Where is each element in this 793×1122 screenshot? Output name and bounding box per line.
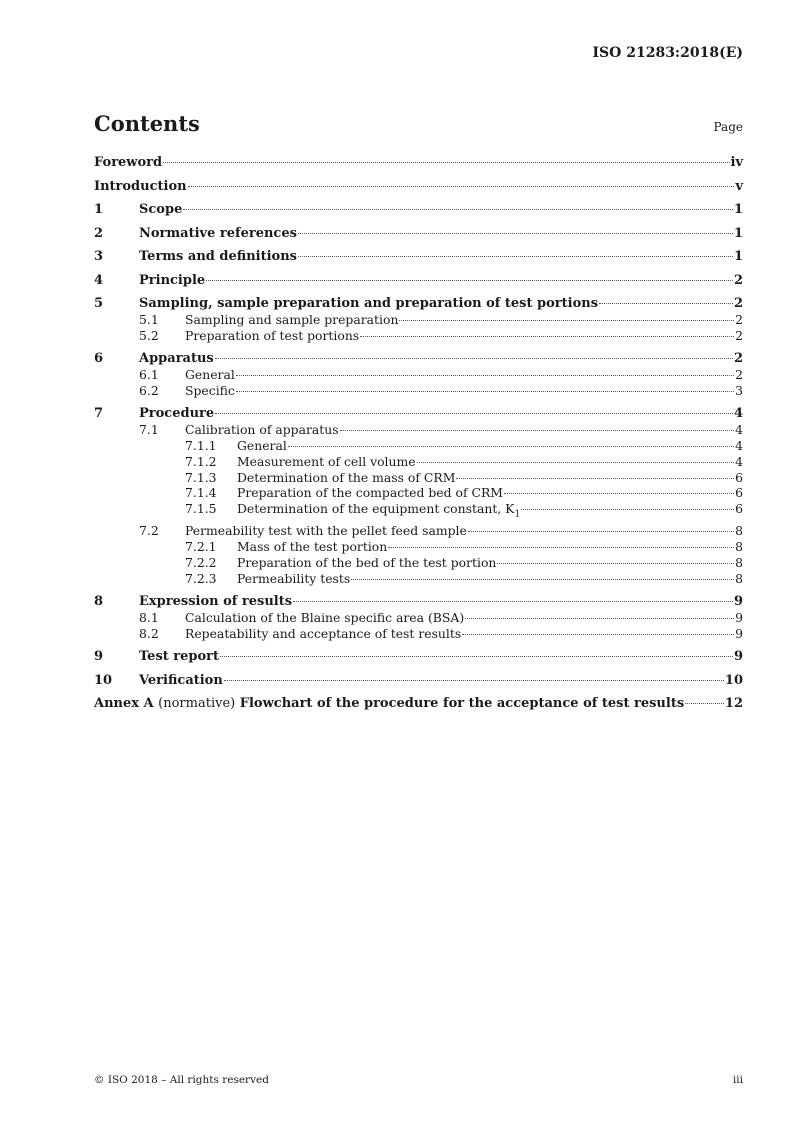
toc-entry-text: Specific: [185, 382, 235, 398]
toc-entry-calibration-general[interactable]: [94, 438, 743, 454]
dot-leader: [293, 601, 733, 602]
toc-page-number: 8: [735, 523, 743, 539]
contents-title-row: [94, 111, 743, 136]
toc-entry-text: [237, 501, 520, 523]
toc-entry-equipment-constant[interactable]: [94, 501, 743, 523]
toc-page-number: 2: [735, 327, 743, 343]
dot-leader: [206, 280, 733, 281]
toc-entry-blaine-calculation[interactable]: [94, 610, 743, 626]
toc-entry-principle[interactable]: [94, 272, 743, 289]
toc-entry-text: Sampling and sample preparation: [185, 312, 399, 327]
toc-page-number: 9: [733, 649, 743, 665]
dot-leader: [188, 186, 735, 187]
toc-page-number: 2: [735, 367, 743, 383]
toc-page-number: 6: [735, 501, 743, 517]
toc-entry-permeability-tests[interactable]: [94, 571, 743, 587]
toc-entry-text: Determination of the mass of CRM: [237, 469, 456, 485]
toc-page-number: 4: [733, 406, 743, 422]
toc-entry-text: Sampling, sample preparation and preparation of test portions: [139, 296, 599, 311]
dot-leader: [298, 233, 733, 234]
toc-page-number: 2: [733, 272, 743, 288]
dot-leader: [340, 430, 735, 431]
dot-leader: [685, 703, 724, 704]
toc-entry-text: Preparation of the bed of the test portion: [237, 555, 497, 571]
dot-leader: [288, 446, 734, 447]
toc-section-number: 1: [94, 202, 104, 217]
dot-leader: [236, 375, 734, 376]
toc-page-number: 2: [733, 296, 743, 311]
toc-entry-mass-crm[interactable]: [94, 470, 743, 486]
toc-page-number: 9: [735, 625, 743, 641]
toc-entry-text: Apparatus: [139, 351, 214, 367]
toc-entry-verification[interactable]: [94, 672, 743, 689]
toc-page-number: 1: [733, 249, 743, 264]
toc-entry-sampling-preparation[interactable]: [94, 312, 743, 328]
toc-entry-text: [94, 695, 684, 712]
toc-section-number: 7.1.3: [185, 469, 217, 485]
toc-entry-apparatus-general[interactable]: [94, 367, 743, 383]
page-title: Contents: [94, 111, 200, 136]
toc-entry-bed-test-portion[interactable]: [94, 555, 743, 571]
toc-entry-procedure[interactable]: [94, 405, 743, 422]
toc-section-number: 7.1.5: [185, 501, 217, 517]
toc-entry-text: Calculation of the Blaine specific area (BSA): [185, 610, 465, 626]
toc-entry-text-main: Determination of the equipment constant, K: [237, 501, 515, 517]
toc-entry-scope[interactable]: [94, 201, 743, 218]
toc-section-number: 7.2.1: [185, 539, 217, 555]
dot-leader: [462, 634, 734, 635]
toc-section-number: 3: [94, 249, 104, 264]
dot-leader: [163, 162, 729, 163]
toc-entry-sampling[interactable]: [94, 295, 743, 312]
toc-section-number: 7.1.1: [185, 437, 217, 453]
toc-section-number: 8.2: [139, 625, 159, 641]
toc-section-number: 6.2: [139, 382, 159, 398]
page-number: iii: [732, 1074, 743, 1086]
toc-entry-test-report[interactable]: [94, 648, 743, 665]
toc-section-number: 7.2.2: [185, 555, 217, 571]
toc-section-number: 6: [94, 351, 104, 367]
toc-entry-foreword[interactable]: [94, 154, 743, 171]
toc-entry-text: Permeability test with the pellet feed sample: [185, 523, 467, 539]
toc-section-number: 9: [94, 649, 104, 665]
toc-page-number: 6: [735, 469, 743, 485]
toc-entry-repeatability[interactable]: [94, 626, 743, 642]
toc-page-number: 2: [735, 312, 743, 327]
toc-section-number: 7: [94, 406, 104, 422]
document-id: ISO 21283:2018(E): [592, 45, 743, 61]
annex-title: Flowchart of the procedure for the acceptance of test results: [239, 696, 685, 712]
copyright-notice: © ISO 2018 – All rights reserved: [94, 1074, 269, 1086]
toc-section-number: 10: [94, 672, 113, 688]
toc-section-number: 5: [94, 296, 104, 311]
toc-section-number: 8.1: [139, 610, 159, 626]
toc-entry-text: Calibration of apparatus: [185, 422, 339, 438]
toc-entry-apparatus-specific[interactable]: [94, 383, 743, 399]
toc-entry-text: Measurement of cell volume: [237, 453, 416, 469]
toc-page-number: 8: [735, 539, 743, 555]
toc-section-number: 5.1: [139, 312, 159, 327]
toc-section-number: 5.2: [139, 327, 159, 343]
toc-page-number: 8: [735, 570, 743, 586]
toc-entry-text: Preparation of the compacted bed of CRM: [237, 485, 503, 501]
toc-entry-text: Expression of results: [139, 594, 293, 610]
toc-page-number: 6: [735, 485, 743, 501]
dot-leader: [220, 656, 733, 657]
toc-entry-terms-definitions[interactable]: [94, 248, 743, 265]
dot-leader: [504, 493, 734, 494]
dot-leader: [224, 680, 724, 681]
toc-entry-text: Normative references: [139, 225, 297, 241]
subscript: 1: [514, 509, 521, 520]
toc-entry-mass-test-portion[interactable]: [94, 539, 743, 555]
annex-label: Annex A: [94, 696, 154, 712]
toc-page-number: 4: [735, 422, 743, 438]
dot-leader: [521, 509, 734, 510]
dot-leader: [360, 336, 734, 337]
toc-section-number: 7.2: [139, 523, 159, 539]
dot-leader: [183, 209, 733, 210]
toc-section-number: 6.1: [139, 367, 159, 383]
toc-section-number: 4: [94, 272, 104, 288]
toc-entry-compacted-bed[interactable]: [94, 485, 743, 501]
toc-entry-introduction[interactable]: [94, 178, 743, 195]
dot-leader: [215, 413, 733, 414]
toc-entry-test-portions[interactable]: [94, 328, 743, 344]
toc-page-number: 4: [735, 437, 743, 453]
toc-entry-text: Repeatability and acceptance of test results: [185, 625, 462, 641]
toc-entry-text: Scope: [139, 202, 183, 217]
toc-page-number: 9: [735, 610, 743, 626]
toc-entry-text: Foreword: [94, 155, 163, 170]
toc-entry-text: Terms and definitions: [139, 249, 297, 264]
dot-leader: [236, 391, 734, 392]
toc-section-number: 2: [94, 225, 104, 241]
dot-leader: [497, 563, 734, 564]
toc-page-number: 1: [733, 202, 743, 217]
dot-leader: [456, 478, 734, 479]
toc-page-number: iv: [730, 155, 743, 170]
toc-page-number: v: [735, 178, 743, 194]
toc-entry-text: Mass of the test portion: [237, 539, 388, 555]
toc-entry-text: Procedure: [139, 406, 215, 422]
toc-entry-annex-a[interactable]: [94, 695, 743, 712]
toc-section-number: 7.1.2: [185, 453, 217, 469]
dot-leader: [468, 531, 734, 532]
toc-entry-cell-volume[interactable]: [94, 454, 743, 470]
toc-section-number: 7.1: [139, 422, 159, 438]
toc-page-number: 9: [733, 594, 743, 610]
toc-section-number: 8: [94, 594, 104, 610]
toc-entry-text: Principle: [139, 272, 206, 288]
toc-entry-text: Test report: [139, 649, 220, 665]
dot-leader: [417, 462, 735, 463]
toc-page-number: 12: [724, 696, 743, 712]
page-footer: [94, 1074, 743, 1086]
toc-page-number: 1: [733, 225, 743, 241]
toc-entry-calibration[interactable]: [94, 422, 743, 438]
toc-page-number: 10: [724, 672, 743, 688]
dot-leader: [298, 256, 733, 257]
toc-page-number: 8: [735, 555, 743, 571]
toc-page-number: 4: [735, 453, 743, 469]
toc-entry-text: General: [237, 437, 287, 453]
dot-leader: [351, 579, 734, 580]
dot-leader: [388, 547, 734, 548]
toc-entry-text: Permeability tests: [237, 570, 351, 586]
toc-section-number: 7.1.4: [185, 485, 217, 501]
toc-section-number: 7.2.3: [185, 570, 217, 586]
dot-leader: [465, 618, 734, 619]
toc-page-number: 3: [735, 382, 743, 398]
toc-entry-normative-references[interactable]: [94, 225, 743, 242]
toc-entry-text: Verification: [139, 672, 223, 688]
dot-leader: [399, 320, 734, 321]
toc-entry-text: Introduction: [94, 178, 187, 194]
dot-leader: [215, 358, 733, 359]
toc-page-number: 2: [733, 351, 743, 367]
toc-entry-text: Preparation of test portions: [185, 327, 360, 343]
table-of-contents: [94, 154, 743, 712]
annex-qualifier: (normative): [158, 696, 236, 712]
toc-entry-text: General: [185, 367, 235, 383]
dot-leader: [599, 303, 733, 304]
toc-entry-apparatus[interactable]: [94, 350, 743, 367]
toc-entry-expression-results[interactable]: [94, 593, 743, 610]
page-column-label: Page: [713, 120, 743, 134]
toc-entry-permeability-test[interactable]: [94, 523, 743, 539]
